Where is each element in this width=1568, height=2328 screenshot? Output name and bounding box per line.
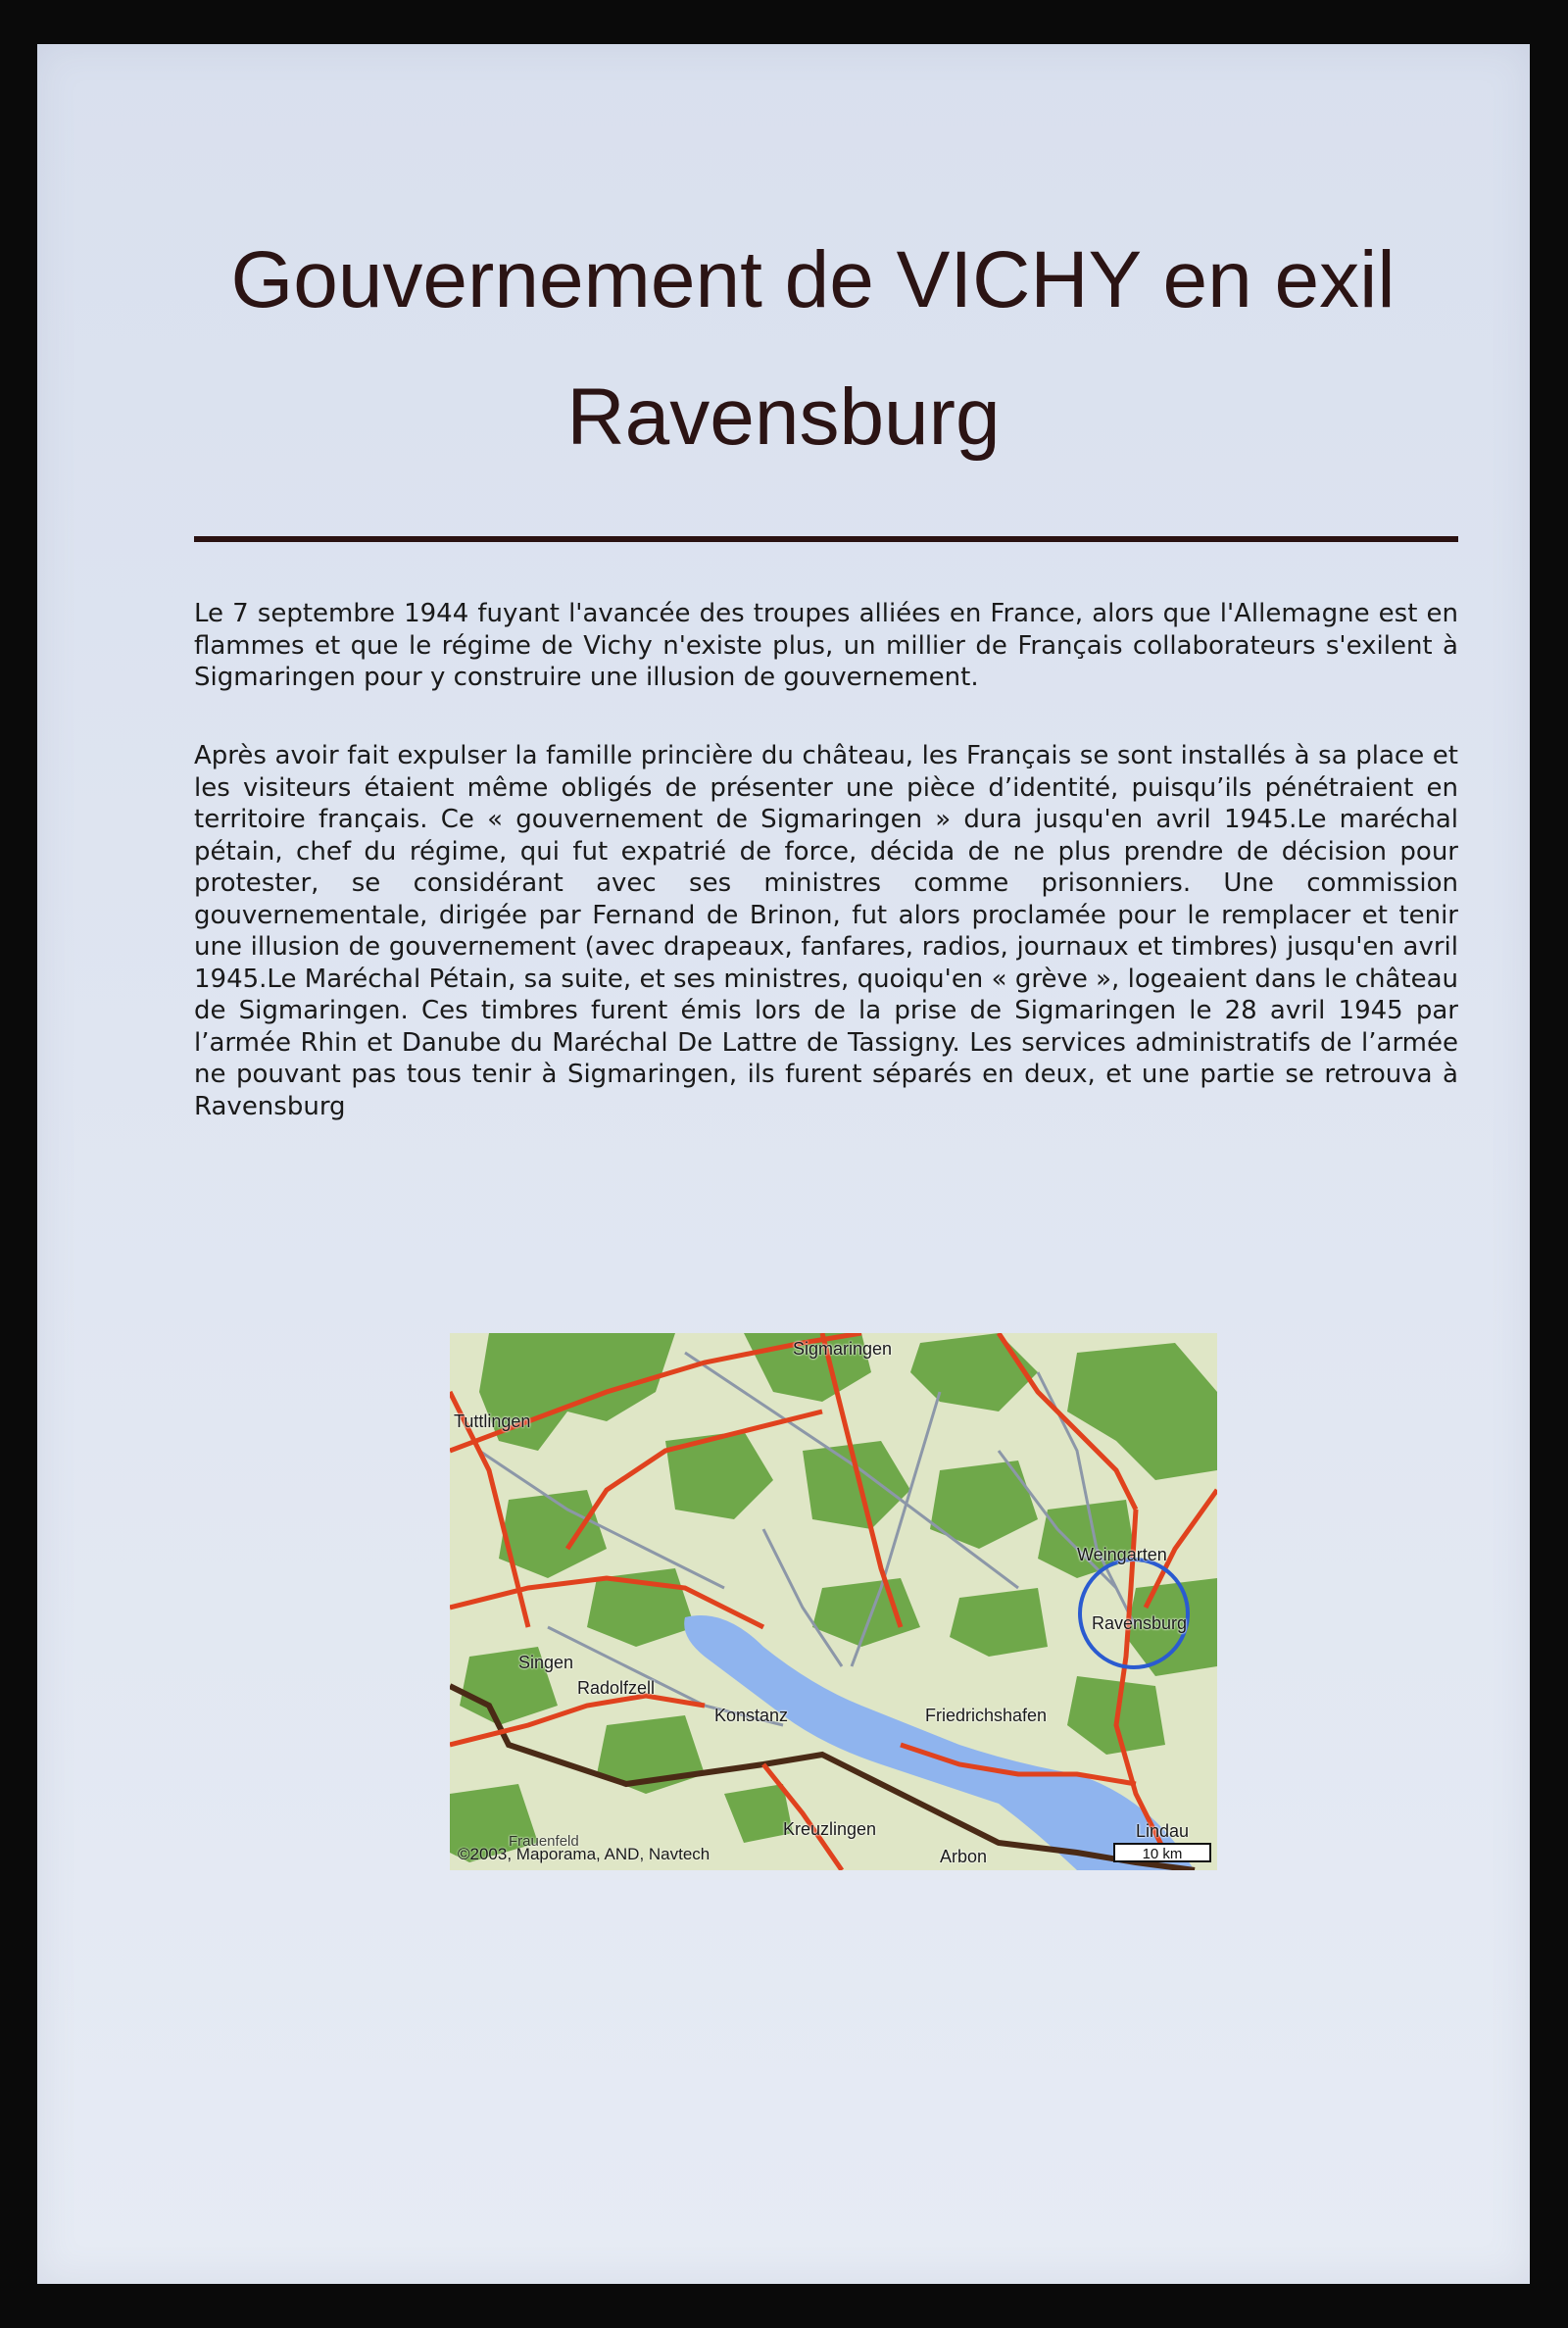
map-label-frauenfeld: Frauenfeld — [509, 1833, 579, 1850]
map-graphic — [450, 1333, 1217, 1870]
map-label-konstanz: Konstanz — [714, 1706, 789, 1725]
map-label-ravensburg: Ravensburg — [1092, 1613, 1188, 1633]
map-label-sigmaringen: Sigmaringen — [793, 1339, 893, 1359]
page-title: Gouvernement de VICHY en exil — [230, 235, 1396, 324]
region-map — [450, 1333, 1217, 1870]
document-page — [37, 44, 1530, 2284]
page-subtitle: Ravensburg — [566, 372, 1001, 462]
map-scale-bar: 10 km — [1113, 1843, 1211, 1862]
map-copyright: ©2003, Maporama, AND, Navtech — [458, 1845, 710, 1863]
history-paragraph: Après avoir fait expulser la famille princière du château, les Français se sont installés à sa place et les visiteurs étaient même obligés de présenter une pièce d’identité, puisqu’ils pénétraient en territoire français. Ce « gouvernement de Sigmaringen » dura jusqu'en avril 1945.Le maréchal pétain, chef du régime, qui fut expatrié de force, décida de ne plus prendre de décision pour protester, se considérant avec ses ministres comme prisonniers. Une commission gouvernementale, dirigée par Fernand de Brinon, fut alors proclamée pour le remplacer et tenir une illusion de gouvernement (avec drapeaux, fanfares, radios, journaux et timbres) jusqu'en avril 1945.Le Maréchal Pétain, sa suite, et ses ministres, quoiqu'en « grève », logeaient dans le château de Sigmaringen. Ces timbres furent émis lors de la prise de Sigmaringen le 28 avril 1945 par l’armée Rhin et Danube du Maréchal De Lattre de Tassigny. Les services administratifs de l’armée ne pouvant pas tous tenir à Sigmaringen, ils furent séparés en deux, et une partie se retrouva à Ravensburg — [194, 741, 1458, 1121]
map-label-weingarten: Weingarten — [1077, 1545, 1167, 1564]
map-label-friedrichshafen: Friedrichshafen — [925, 1706, 1048, 1725]
map-label-radolfzell: Radolfzell — [577, 1678, 656, 1698]
intro-paragraph: Le 7 septembre 1944 fuyant l'avancée des troupes alliées en France, alors que l'Allemagne est en flammes et que le régime de Vichy n'existe plus, un millier de Français collaborateurs s'exilent à Sigmaringen pour y construire une illusion de gouvernement. — [194, 599, 1458, 692]
map-label-lindau: Lindau — [1136, 1821, 1190, 1841]
map-label-tuttlingen: Tuttlingen — [454, 1412, 531, 1431]
map-label-singen: Singen — [518, 1653, 574, 1672]
map-label-kreuzlingen: Kreuzlingen — [783, 1819, 877, 1839]
title-divider — [194, 536, 1458, 542]
map-label-arbon: Arbon — [940, 1847, 988, 1866]
